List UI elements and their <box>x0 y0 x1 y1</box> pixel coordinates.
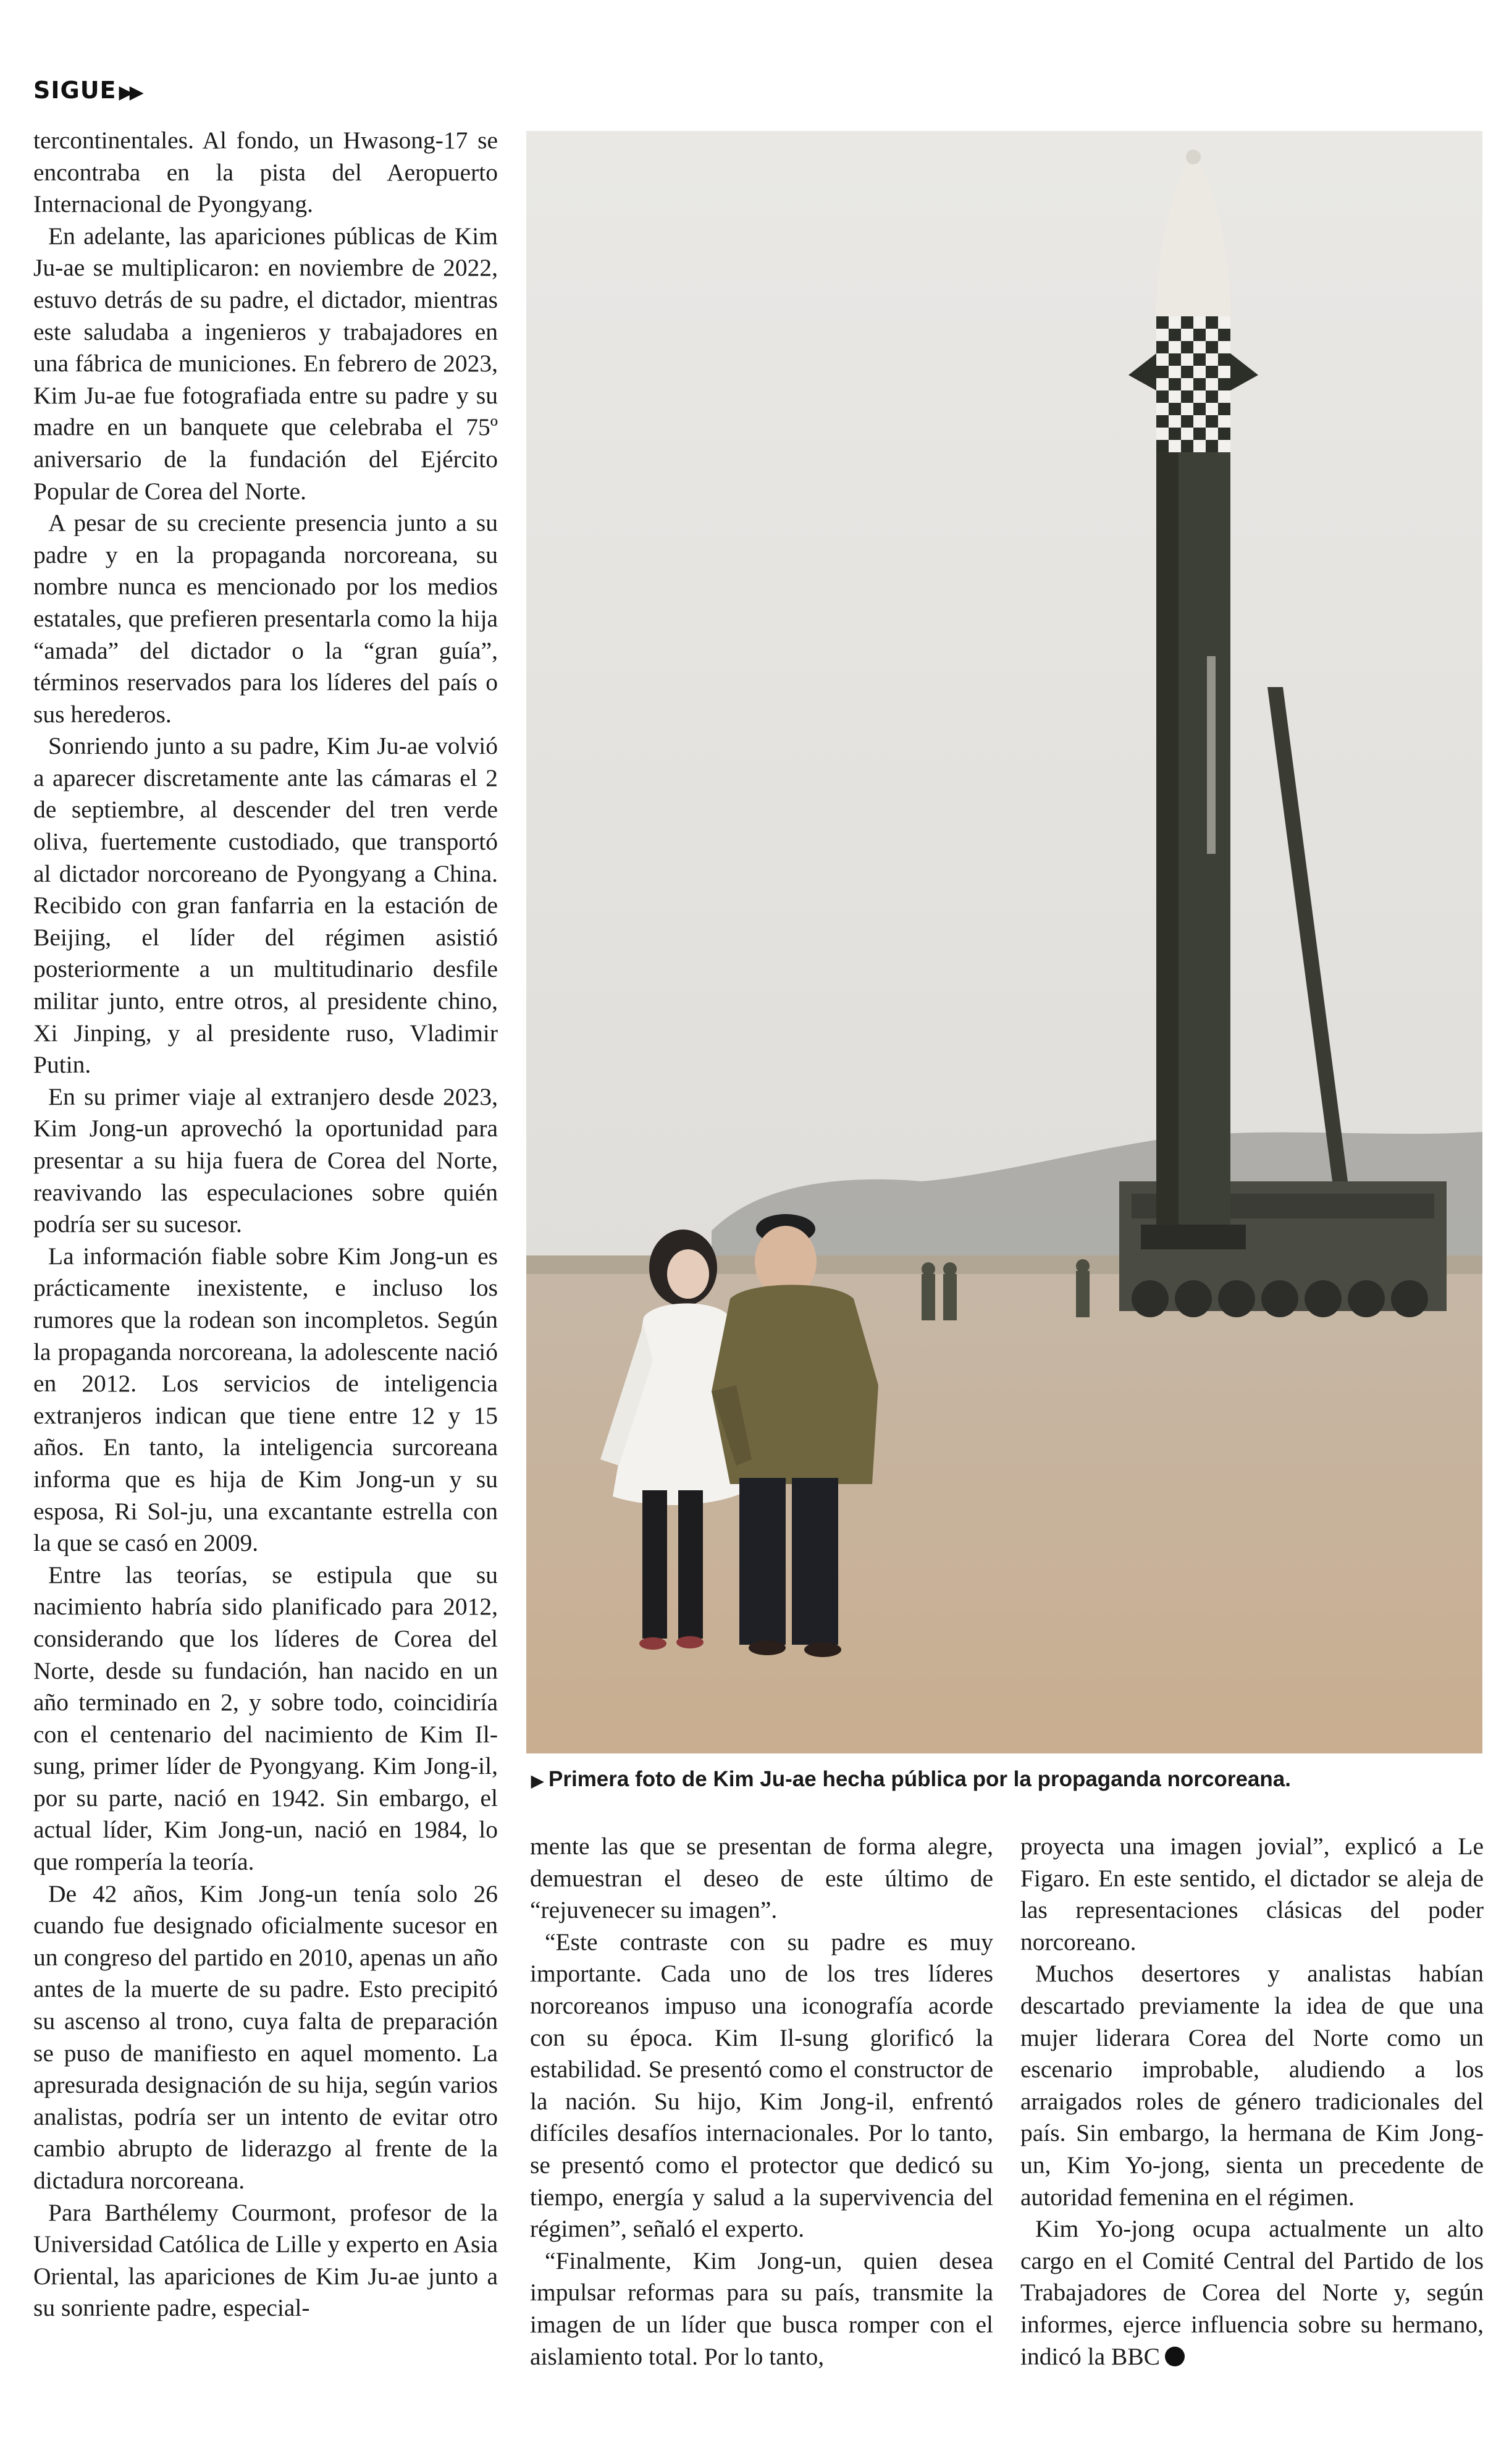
double-arrow-icon: ▶▶ <box>119 82 140 103</box>
photo-caption: ▶ Primera foto de Kim Ju-ae hecha pública por la propaganda norcoreana. <box>531 1767 1291 1791</box>
caption-marker-icon: ▶ <box>531 1771 544 1790</box>
article-column-2 <box>530 1831 993 2373</box>
article-column-1 <box>33 125 498 2324</box>
continues-label: SIGUE ▶▶ <box>33 77 140 104</box>
news-photo <box>526 131 1482 1753</box>
article-column-3 <box>1020 1831 1484 2373</box>
paragraph: A pesar de su creciente presencia junto a su padre y en la propaganda norcoreana, su nombre nunca es mencionado por los medios estatales, que prefieren presentarla como la hija “amada” del dictador o la “gran guía”, términos reservados para los líderes del país o sus herederos. <box>33 509 498 728</box>
paragraph: tercontinentales. Al fondo, un Hwasong-17 se encontraba en la pista del Aeropuerto Internacional de Pyongyang. <box>33 127 498 218</box>
paragraph: Para Barthélemy Courmont, profesor de la Universidad Católica de Lille y experto en Asia Oriental, las apariciones de Kim Ju-ae junto a su sonriente padre, especial- <box>33 2198 498 2322</box>
paragraph: Muchos desertores y analistas habían descartado previamente la idea de que una mujer liderara Corea del Norte como un escenario improbable, aludiendo a los arraigados roles de género tradicionales del país. Sin embargo, la hermana de Kim Jong-un, Kim Yo-jong, sienta un precedente de autoridad femenina en el régimen. <box>1020 1960 1484 2211</box>
paragraph: En adelante, las apariciones públicas de Kim Ju-ae se multiplicaron: en noviembre de 2022, estuvo detrás de su padre, el dictador, mientras este saludaba a ingenieros y trabajadores en una fábrica de municiones. En febrero de 2023, Kim Ju-ae fue fotografiada entre su padre y su madre en un banquete que celebraba el 75º aniversario de la fundación del Ejército Popular de Corea del Norte. <box>33 222 498 505</box>
paragraph: “Finalmente, Kim Jong-un, quien desea impulsar reformas para su país, transmite la imagen de un líder que busca romper con el aislamiento total. Por lo tanto, <box>530 2247 993 2370</box>
paragraph: Sonriendo junto a su padre, Kim Ju-ae volvió a aparecer discretamente ante las cámaras el 2 de septiembre, al descender del tren verde oliva, fuertemente custodiado, que transportó al dictador norcoreano de Pyongyang a China. Recibido con gran fanfarria en la estación de Beijing, el líder del régimen asistió posteriormente a un multitudinario desfile militar junto, entre otros, al presidente chino, Xi Jinping, y al presidente ruso, Vladimir Putin. <box>33 732 498 1079</box>
paragraph: En su primer viaje al extranjero desde 2023, Kim Jong-un aprovechó la oportunidad para presentar a su hija fuera de Corea del Norte, reavivando las especulaciones sobre quién podría ser su sucesor. <box>33 1082 498 1238</box>
paragraph: proyecta una imagen jovial”, explicó a Le Figaro. En este sentido, el dictador se aleja de las representaciones clásicas del poder norcoreano. <box>1020 1833 1484 1956</box>
paragraph: Entre las teorías, se estipula que su nacimiento habría sido planificado para 2012, considerando que los líderes de Corea del Norte, desde su fundación, han nacido en un año terminado en 2, y sobre todo, coincidiría con el centenario del nacimiento de Kim Il-sung, primer líder de Pyongyang. Kim Jong-il, por su parte, nació en 1942. Sin embargo, el actual líder, Kim Jong-un, nació en 1984, lo que rompería la teoría. <box>33 1561 498 1876</box>
paragraph: “Este contraste con su padre es muy importante. Cada uno de los tres líderes norcoreanos impuso una iconografía acorde con su época. Kim Il-sung glorificó la estabilidad. Se presentó como el constructor de la nación. Su hijo, Kim Jong-il, enfrentó difíciles desafíos internacionales. Por lo tanto, se presentó como el protector que dedicó su tiempo, energía y salud a la supervivencia del régimen”, señaló el experto. <box>530 1928 993 2243</box>
end-of-article-icon <box>1165 2347 1185 2366</box>
paragraph: De 42 años, Kim Jong-un tenía solo 26 cuando fue designado oficialmente sucesor en un congreso del partido en 2010, apenas un año antes de la muerte de su padre. Esto precipitó su ascenso al trono, cuya falta de preparación se puso de manifiesto en aquel momento. La apresurada designación de su hija, según varios analistas, podría ser un intento de evitar otro cambio abrupto de liderazgo al frente de la dictadura norcoreana. <box>33 1880 498 2194</box>
paragraph: mente las que se presentan de forma alegre, demuestran el deseo de este último de “rejuvenecer su imagen”. <box>530 1833 993 1924</box>
paragraph: La información fiable sobre Kim Jong-un es prácticamente inexistente, e incluso los rumores que la rodean son incompletos. Según la propaganda norcoreana, la adolescente nació en 2012. Los servicios de inteligencia extranjeros indican que tiene entre 12 y 15 años. En tanto, la inteligencia surcoreana informa que es hija de Kim Jong-un y su esposa, Ri Sol-ju, una excantante estrella con la que se casó en 2009. <box>33 1242 498 1557</box>
paragraph: Kim Yo-jong ocupa actualmente un alto cargo en el Comité Central del Partido de los Trabajadores de Corea del Norte y, según informes, ejerce influencia sobre su hermano, indicó la BBC <box>1020 2215 1484 2370</box>
